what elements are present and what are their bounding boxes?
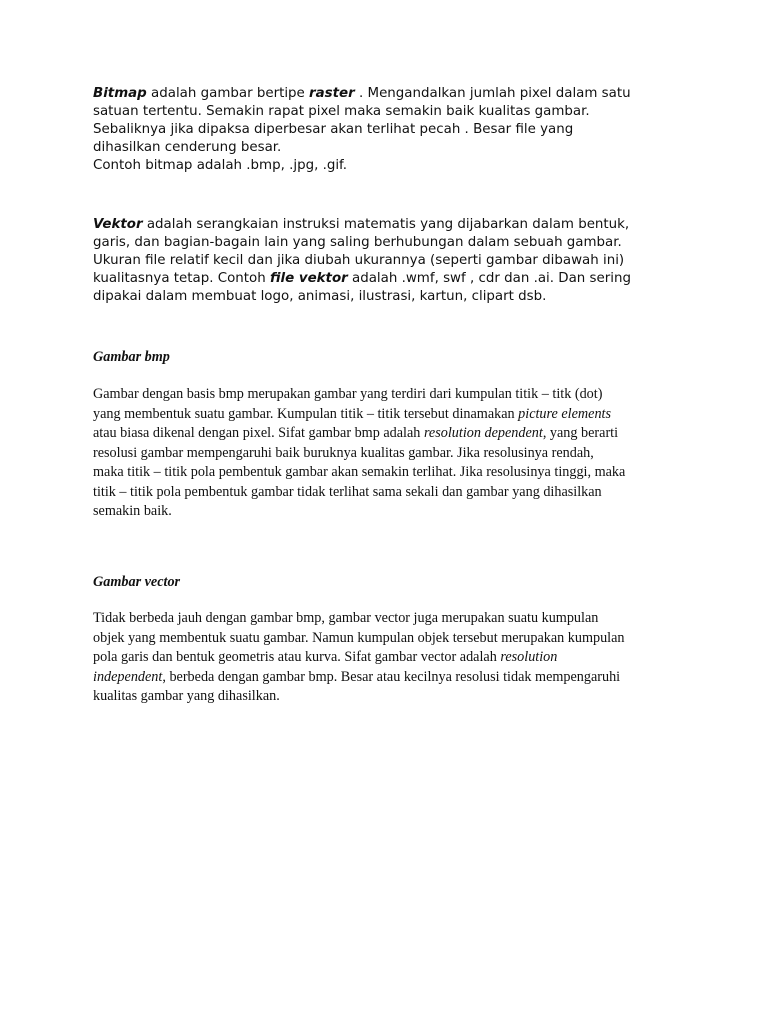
vektor-line-2: garis, dan bagian-bagain lain yang saling berhubungan dalam sebuah gambar. [93, 235, 622, 250]
vector-line-1: Tidak berbeda jauh dengan gambar bmp, gambar vector juga merupakan suatu kumpulan [93, 610, 599, 626]
vektor-line-4: kualitasnya tetap. Contoh file vektor adalah .wmf, swf , cdr dan .ai. Dan sering [93, 271, 631, 286]
vector-line-2: objek yang membentuk suatu gambar. Namun kumpulan objek tersebut merupakan kumpulan [93, 629, 625, 646]
picture-elements-term: picture elements [518, 405, 611, 422]
gambar-bmp-paragraph [93, 385, 625, 522]
vector-line-3: pola garis dan bentuk geometris atau kurva. Sifat gambar vector adalah resolution [93, 649, 558, 665]
vector-line-5: kualitas gambar yang dihasilkan. [93, 688, 280, 704]
vektor-line-5: dipakai dalam membuat logo, animasi, ilustrasi, kartun, clipart dsb. [93, 289, 547, 304]
gambar-vector-heading: Gambar vector [93, 574, 181, 590]
bmp-line-3: atau biasa dikenal dengan pixel. Sifat gambar bmp adalah resolution dependent, yang berarti [93, 425, 619, 441]
bmp-line-4: resolusi gambar mempengaruhi baik buruknya kualitas gambar. Jika resolusinya rendah, [93, 444, 594, 461]
bmp-line-2: yang membentuk suatu gambar. Kumpulan titik – titik tersebut dinamakan picture elements [93, 405, 611, 422]
vektor-line-1: Vektor adalah serangkaian instruksi matematis yang dijabarkan dalam bentuk, [93, 217, 630, 232]
vektor-paragraph [93, 216, 631, 306]
vektor-term: Vektor [93, 217, 143, 232]
bmp-line-5: maka titik – titik pola pembentuk gambar akan semakin terlihat. Jika resolusinya tinggi, maka [93, 464, 626, 480]
bitmap-line-3: Sebaliknya jika dipaksa diperbesar akan terlihat pecah . Besar file yang [93, 122, 574, 137]
bmp-line-7: semakin baik. [93, 503, 172, 519]
file-vektor-term: file vektor [269, 271, 348, 286]
bitmap-line-2: satuan tertentu. Semakin rapat pixel maka semakin baik kualitas gambar. [93, 104, 590, 119]
gambar-vector-paragraph [93, 609, 625, 707]
independent-term: independent [93, 668, 163, 685]
vektor-line-3: Ukuran file relatif kecil dan jika diubah ukurannya (seperti gambar dibawah ini) [93, 253, 625, 268]
bitmap-examples: Contoh bitmap adalah .bmp, .jpg, .gif. [93, 158, 348, 173]
gambar-bmp-heading: Gambar bmp [93, 349, 170, 365]
resolution-dependent-term: resolution dependent [423, 425, 543, 441]
bmp-line-1: Gambar dengan basis bmp merupakan gambar yang terdiri dari kumpulan titik – titk (dot) [93, 386, 603, 402]
bitmap-line-1: Bitmap adalah gambar bertipe raster . Mengandalkan jumlah pixel dalam satu [93, 86, 631, 101]
bmp-line-6: titik – titik pola pembentuk gambar tidak terlihat sama sekali dan gambar yang dihasilkan [93, 483, 602, 500]
bitmap-term: Bitmap [93, 86, 147, 101]
raster-term: raster [309, 86, 355, 101]
resolution-term: resolution [500, 649, 558, 665]
bitmap-line-4: dihasilkan cenderung besar. [93, 140, 282, 155]
bitmap-paragraph [93, 85, 631, 175]
vector-line-4: independent, berbeda dengan gambar bmp. Besar atau kecilnya resolusi tidak mempengaruhi [93, 668, 621, 685]
